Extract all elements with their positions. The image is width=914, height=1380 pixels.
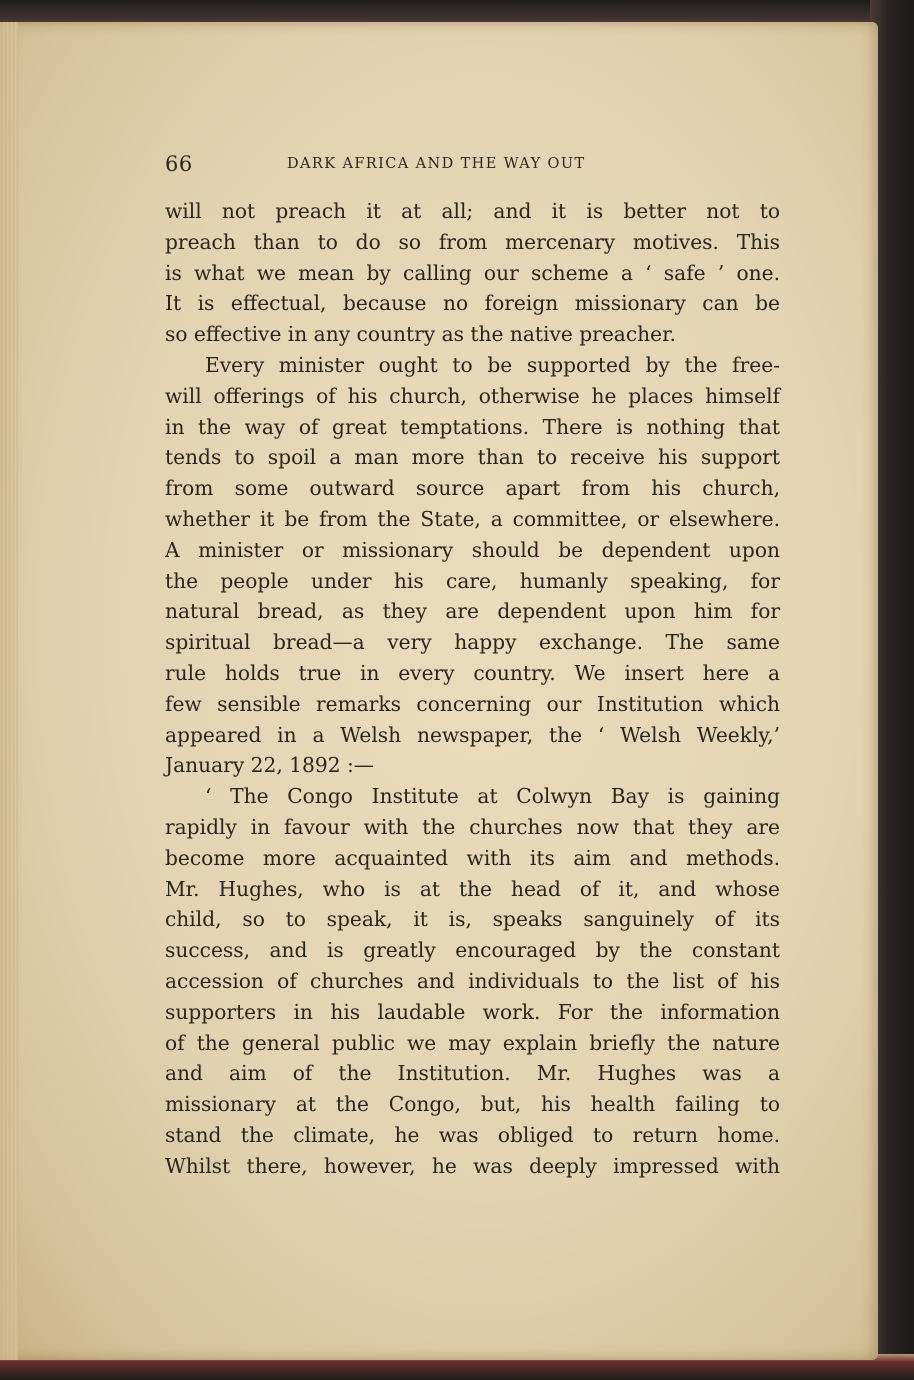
text-line: rapidly in favour with the churches now that they are	[165, 814, 780, 839]
text-line: Whilst there, however, he was deeply impressed with	[165, 1153, 780, 1178]
text-line: A minister or missionary should be dependent upon	[165, 537, 780, 562]
text-line: rule holds true in every country. We insert here a	[165, 660, 780, 685]
text-line: so effective in any country as the native preacher.	[165, 322, 676, 347]
text-line: in the way of great temptations. There is nothing that	[165, 414, 780, 439]
text-line: become more acquainted with its aim and methods.	[165, 845, 780, 870]
text-line: appeared in a Welsh newspaper, the ‘ Welsh Weekly,’	[165, 722, 780, 747]
text-line: success, and is greatly encouraged by the constant	[165, 938, 780, 963]
text-line: tends to spoil a man more than to receive his support	[165, 445, 780, 470]
text-line: Mr. Hughes, who is at the head of it, and whose	[165, 876, 780, 901]
text-line: missionary at the Congo, but, his health failing to	[165, 1092, 780, 1117]
text-line: will offerings of his church, otherwise he places himself	[165, 383, 780, 408]
text-line: supporters in his laudable work. For the information	[165, 999, 780, 1024]
text-line: preach than to do so from mercenary motives. This	[165, 229, 780, 254]
page-number: 66	[165, 152, 193, 176]
text-line: will not preach it at all; and it is better not to	[165, 199, 780, 223]
running-title: DARK AFRICA AND THE WAY OUT	[287, 156, 586, 172]
text-line: It is effectual, because no foreign missionary can be	[165, 291, 780, 316]
text-line: spiritual bread—a very happy exchange. The same	[165, 630, 780, 655]
text-line: the people under his care, humanly speaking, for	[165, 568, 780, 593]
text-line: natural bread, as they are dependent upon him for	[165, 599, 780, 624]
text-line: and aim of the Institution. Mr. Hughes was a	[165, 1061, 780, 1086]
text-line: stand the climate, he was obliged to return home.	[165, 1122, 780, 1147]
page-header	[165, 152, 780, 182]
text-line: from some outward source apart from his church,	[165, 476, 780, 501]
text-line: accession of churches and individuals to the list of his	[165, 968, 780, 993]
text-line: January 22, 1892 :—	[165, 753, 374, 778]
page-edge-stack	[0, 22, 18, 1360]
text-line: child, so to speak, it is, speaks sanguinely of its	[165, 907, 780, 932]
text-line: ‘ The Congo Institute at Colwyn Bay is gaining	[205, 784, 780, 809]
text-line: Every minister ought to be supported by the free-	[205, 352, 780, 377]
text-line: of the general public we may explain briefly the nature	[165, 1030, 780, 1055]
text-line: few sensible remarks concerning our Institution which	[165, 691, 780, 716]
body-text	[165, 196, 780, 1182]
text-line: is what we mean by calling our scheme a ‘ safe ’ one.	[165, 260, 780, 285]
text-line: whether it be from the State, a committee, or elsewhere.	[165, 506, 780, 531]
